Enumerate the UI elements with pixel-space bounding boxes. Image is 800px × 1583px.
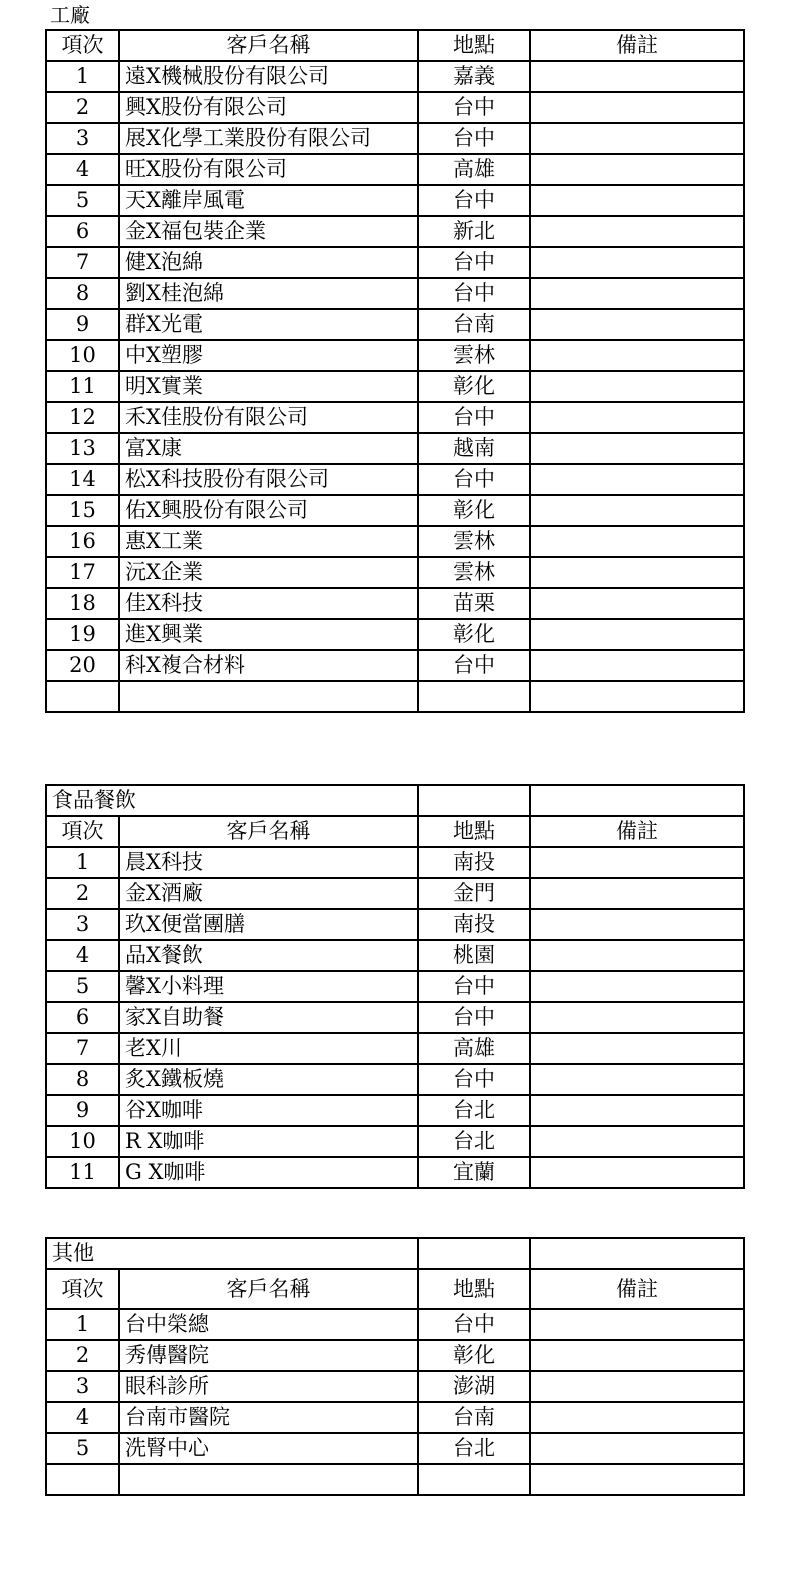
customer-name: 秀傳醫院 <box>119 1340 418 1371</box>
table-row <box>46 371 744 402</box>
location: 台中 <box>418 185 530 216</box>
customer-name: 玖X便當團膳 <box>119 909 418 940</box>
note <box>530 433 744 464</box>
customer-name: 台中榮總 <box>119 1309 418 1340</box>
customer-name: 群X光電 <box>119 309 418 340</box>
header-no: 項次 <box>46 816 119 847</box>
customer-name: 天X離岸風電 <box>119 185 418 216</box>
header-note: 備註 <box>530 30 744 61</box>
row-number: 5 <box>46 185 119 216</box>
title-row-blank <box>530 1238 744 1269</box>
location: 台南 <box>418 309 530 340</box>
customer-name: 明X實業 <box>119 371 418 402</box>
table-title-row <box>46 1238 744 1269</box>
customer-name: 佳X科技 <box>119 588 418 619</box>
location: 台中 <box>418 650 530 681</box>
location: 台北 <box>418 1095 530 1126</box>
customer-name: 科X複合材料 <box>119 650 418 681</box>
table-row <box>46 1157 744 1188</box>
note <box>530 1402 744 1433</box>
note <box>530 1126 744 1157</box>
header-no: 項次 <box>46 30 119 61</box>
table-row <box>46 433 744 464</box>
note <box>530 216 744 247</box>
note <box>530 1033 744 1064</box>
food-table <box>45 784 745 1189</box>
note <box>530 1309 744 1340</box>
table-row <box>46 619 744 650</box>
title-row-blank <box>418 785 530 816</box>
row-number: 7 <box>46 1033 119 1064</box>
row-number: 20 <box>46 650 119 681</box>
row-number: 5 <box>46 1433 119 1464</box>
row-number: 11 <box>46 1157 119 1188</box>
location: 宜蘭 <box>418 1157 530 1188</box>
note <box>530 650 744 681</box>
table-header-row <box>46 816 744 847</box>
note <box>530 1064 744 1095</box>
location: 彰化 <box>418 495 530 526</box>
table-row <box>46 464 744 495</box>
location: 台中 <box>418 1002 530 1033</box>
section-title-factory: 工廠 <box>50 3 90 27</box>
row-number: 16 <box>46 526 119 557</box>
row-number: 19 <box>46 619 119 650</box>
note <box>530 681 744 712</box>
row-number: 11 <box>46 371 119 402</box>
header-name: 客戶名稱 <box>119 816 418 847</box>
row-number: 4 <box>46 940 119 971</box>
header-no: 項次 <box>46 1269 119 1309</box>
title-row-blank <box>418 1238 530 1269</box>
location: 台中 <box>418 1064 530 1095</box>
location: 新北 <box>418 216 530 247</box>
customer-name: 展X化學工業股份有限公司 <box>119 123 418 154</box>
table-row <box>46 1340 744 1371</box>
customer-name: 晨X科技 <box>119 847 418 878</box>
note <box>530 847 744 878</box>
table-row <box>46 1002 744 1033</box>
customer-name: 品X餐飲 <box>119 940 418 971</box>
location: 彰化 <box>418 371 530 402</box>
table-row <box>46 1433 744 1464</box>
header-note: 備註 <box>530 1269 744 1309</box>
row-number: 1 <box>46 847 119 878</box>
customer-name: 松X科技股份有限公司 <box>119 464 418 495</box>
row-number: 12 <box>46 402 119 433</box>
row-number: 1 <box>46 1309 119 1340</box>
customer-name: 金X酒廠 <box>119 878 418 909</box>
table-header-row <box>46 30 744 61</box>
table-row <box>46 971 744 1002</box>
row-number: 18 <box>46 588 119 619</box>
row-number: 17 <box>46 557 119 588</box>
location: 雲林 <box>418 340 530 371</box>
row-number: 15 <box>46 495 119 526</box>
table-row <box>46 495 744 526</box>
table-row <box>46 185 744 216</box>
row-number: 9 <box>46 309 119 340</box>
note <box>530 123 744 154</box>
row-number: 8 <box>46 278 119 309</box>
note <box>530 1157 744 1188</box>
note <box>530 154 744 185</box>
note <box>530 1433 744 1464</box>
customer-name: 老X川 <box>119 1033 418 1064</box>
header-note: 備註 <box>530 816 744 847</box>
note <box>530 185 744 216</box>
table-title-row <box>46 785 744 816</box>
table-row <box>46 1064 744 1095</box>
location: 台北 <box>418 1433 530 1464</box>
note <box>530 495 744 526</box>
note <box>530 464 744 495</box>
note <box>530 92 744 123</box>
table-header-row <box>46 1269 744 1309</box>
location: 雲林 <box>418 557 530 588</box>
row-number: 9 <box>46 1095 119 1126</box>
row-number <box>46 681 119 712</box>
location: 高雄 <box>418 154 530 185</box>
customer-name: 金X福包裝企業 <box>119 216 418 247</box>
customer-name: 惠X工業 <box>119 526 418 557</box>
row-number: 7 <box>46 247 119 278</box>
table-row <box>46 154 744 185</box>
note <box>530 402 744 433</box>
table-row <box>46 1309 744 1340</box>
note <box>530 278 744 309</box>
location: 台北 <box>418 1126 530 1157</box>
note <box>530 61 744 92</box>
location: 台南 <box>418 1402 530 1433</box>
customer-name <box>119 1464 418 1495</box>
location: 台中 <box>418 1309 530 1340</box>
table-row <box>46 1033 744 1064</box>
customer-name: R X咖啡 <box>119 1126 418 1157</box>
row-number: 3 <box>46 909 119 940</box>
location: 金門 <box>418 878 530 909</box>
table-row <box>46 878 744 909</box>
note <box>530 588 744 619</box>
customer-name: 富X康 <box>119 433 418 464</box>
location: 雲林 <box>418 526 530 557</box>
location: 桃園 <box>418 940 530 971</box>
location: 苗栗 <box>418 588 530 619</box>
note <box>530 1002 744 1033</box>
location: 台中 <box>418 971 530 1002</box>
note <box>530 309 744 340</box>
location: 南投 <box>418 909 530 940</box>
note <box>530 371 744 402</box>
table-row <box>46 940 744 971</box>
note <box>530 878 744 909</box>
row-number <box>46 1464 119 1495</box>
table-row <box>46 909 744 940</box>
note <box>530 1371 744 1402</box>
customer-name: 禾X佳股份有限公司 <box>119 402 418 433</box>
location: 台中 <box>418 92 530 123</box>
customer-name: 馨X小料理 <box>119 971 418 1002</box>
customer-name: 眼科診所 <box>119 1371 418 1402</box>
location: 台中 <box>418 402 530 433</box>
customer-name: 旺X股份有限公司 <box>119 154 418 185</box>
location: 南投 <box>418 847 530 878</box>
location: 台中 <box>418 278 530 309</box>
note <box>530 1095 744 1126</box>
location: 高雄 <box>418 1033 530 1064</box>
location: 越南 <box>418 433 530 464</box>
row-number: 14 <box>46 464 119 495</box>
row-number: 6 <box>46 216 119 247</box>
location: 台中 <box>418 464 530 495</box>
section-title-food: 食品餐飲 <box>46 785 418 816</box>
customer-name: 興X股份有限公司 <box>119 92 418 123</box>
row-number: 6 <box>46 1002 119 1033</box>
row-number: 3 <box>46 123 119 154</box>
table-row <box>46 1464 744 1495</box>
row-number: 3 <box>46 1371 119 1402</box>
table-row <box>46 526 744 557</box>
table-row <box>46 1095 744 1126</box>
row-number: 2 <box>46 1340 119 1371</box>
row-number: 5 <box>46 971 119 1002</box>
customer-name: 遠X機械股份有限公司 <box>119 61 418 92</box>
section-title-other: 其他 <box>46 1238 418 1269</box>
location: 澎湖 <box>418 1371 530 1402</box>
customer-name: G X咖啡 <box>119 1157 418 1188</box>
customer-name: 谷X咖啡 <box>119 1095 418 1126</box>
location: 彰化 <box>418 619 530 650</box>
note <box>530 340 744 371</box>
row-number: 10 <box>46 1126 119 1157</box>
row-number: 10 <box>46 340 119 371</box>
location: 彰化 <box>418 1340 530 1371</box>
table-row <box>46 847 744 878</box>
table-row <box>46 123 744 154</box>
customer-name: 健X泡綿 <box>119 247 418 278</box>
row-number: 1 <box>46 61 119 92</box>
customer-name: 家X自助餐 <box>119 1002 418 1033</box>
customer-name: 佑X興股份有限公司 <box>119 495 418 526</box>
header-location: 地點 <box>418 1269 530 1309</box>
table-row <box>46 681 744 712</box>
header-location: 地點 <box>418 30 530 61</box>
location: 台中 <box>418 123 530 154</box>
note <box>530 909 744 940</box>
row-number: 4 <box>46 1402 119 1433</box>
table-row <box>46 1402 744 1433</box>
table-row <box>46 340 744 371</box>
customer-name <box>119 681 418 712</box>
note <box>530 1464 744 1495</box>
note <box>530 557 744 588</box>
customer-name: 中X塑膠 <box>119 340 418 371</box>
location: 嘉義 <box>418 61 530 92</box>
customer-name: 沅X企業 <box>119 557 418 588</box>
customer-name: 炙X鐵板燒 <box>119 1064 418 1095</box>
header-name: 客戶名稱 <box>119 30 418 61</box>
note <box>530 526 744 557</box>
location: 台中 <box>418 247 530 278</box>
row-number: 8 <box>46 1064 119 1095</box>
factory-table <box>45 29 745 713</box>
table-row <box>46 557 744 588</box>
note <box>530 619 744 650</box>
header-location: 地點 <box>418 816 530 847</box>
note <box>530 940 744 971</box>
row-number: 4 <box>46 154 119 185</box>
customer-name: 進X興業 <box>119 619 418 650</box>
location <box>418 681 530 712</box>
row-number: 2 <box>46 92 119 123</box>
table-row <box>46 1371 744 1402</box>
note <box>530 1340 744 1371</box>
row-number: 2 <box>46 878 119 909</box>
note <box>530 247 744 278</box>
other-table <box>45 1237 745 1496</box>
location <box>418 1464 530 1495</box>
table-row <box>46 216 744 247</box>
customer-name: 台南市醫院 <box>119 1402 418 1433</box>
table-row <box>46 309 744 340</box>
table-row <box>46 588 744 619</box>
row-number: 13 <box>46 433 119 464</box>
table-row <box>46 61 744 92</box>
header-name: 客戶名稱 <box>119 1269 418 1309</box>
note <box>530 971 744 1002</box>
customer-name: 劉X桂泡綿 <box>119 278 418 309</box>
table-row <box>46 650 744 681</box>
table-row <box>46 402 744 433</box>
table-row <box>46 1126 744 1157</box>
customer-name: 洗腎中心 <box>119 1433 418 1464</box>
table-row <box>46 278 744 309</box>
title-row-blank <box>530 785 744 816</box>
table-row <box>46 92 744 123</box>
table-row <box>46 247 744 278</box>
